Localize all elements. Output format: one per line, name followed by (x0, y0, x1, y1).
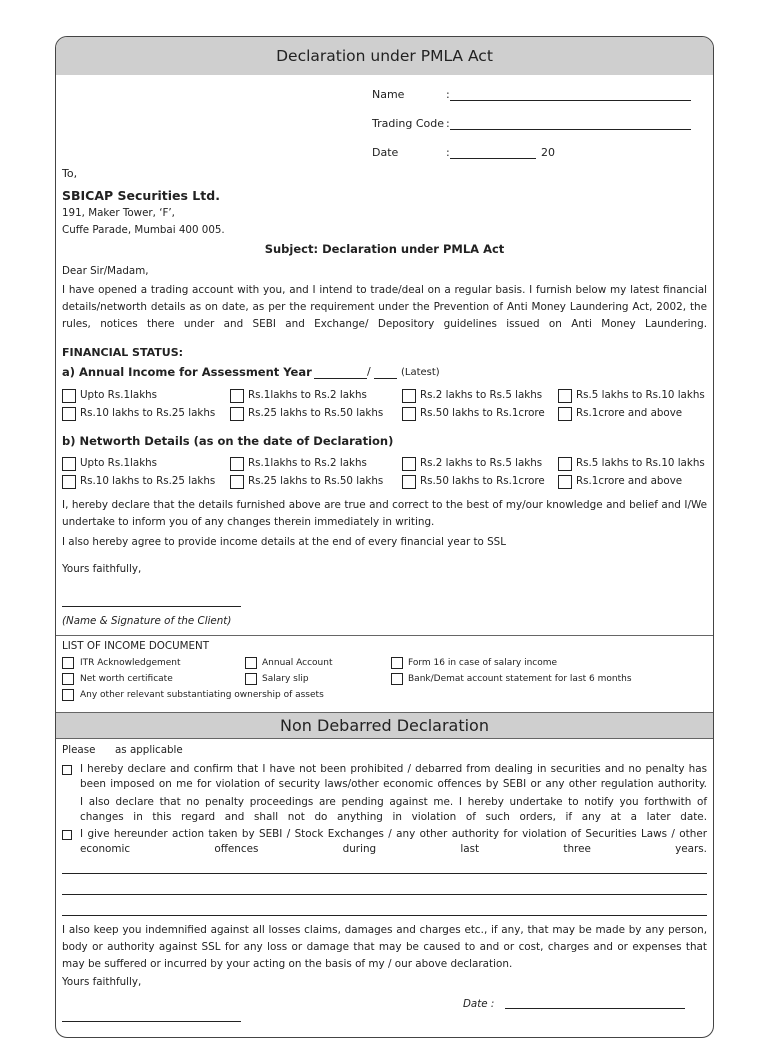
form-title: Declaration under PMLA Act (56, 37, 713, 75)
indemnity-paragraph: I also keep you indemnified against all losses claims, damages and charges etc., if any, that may be made by any person, body or authority against SSL for any loss or damage that may be caused to and or cost, charges and or expenses that may be suffered or incurred by your acting on the basis of my / our above declaration. (62, 924, 707, 970)
doc-networth-cert: Net worth certificate (80, 674, 173, 684)
salutation: Dear Sir/Madam, (62, 265, 149, 277)
networth-option-3: Rs.2 lakhs to Rs.5 lakhs (420, 457, 543, 469)
name-label: Name (372, 88, 405, 101)
trading-code-label: Trading Code (372, 117, 445, 130)
networth-option-7: Rs.50 lakhs to Rs.1crore (420, 475, 545, 487)
yours-faithfully-1: Yours faithfully, (62, 563, 142, 575)
annual-income-heading: a) Annual Income for Assessment Year (62, 365, 312, 379)
please-label: Please (62, 744, 96, 756)
no-debar-statement: I hereby declare and confirm that I have not been prohibited / debarred from dealing in securities and no penalty has been imposed on me for violation of security laws/other economic offences by SEBI or any other regulation authority. (80, 763, 707, 790)
doc-checkbox-2[interactable] (245, 657, 257, 669)
signature-line-2[interactable] (62, 1021, 241, 1022)
signature-line-1[interactable] (62, 606, 241, 607)
name-field[interactable] (450, 100, 691, 101)
doc-salary-slip: Salary slip (262, 674, 309, 684)
doc-form16: Form 16 in case of salary income (408, 658, 558, 668)
networth-checkbox-8[interactable] (558, 475, 572, 489)
action-taken-checkbox[interactable] (62, 830, 72, 840)
income-option-6: Rs.25 lakhs to Rs.50 lakhs (248, 407, 384, 419)
doc-bank-statement: Bank/Demat account statement for last 6 months (408, 674, 632, 684)
income-checkbox-7[interactable] (402, 407, 416, 421)
assessment-year-from[interactable] (314, 378, 367, 379)
networth-option-5: Rs.10 lakhs to Rs.25 lakhs (80, 475, 216, 487)
assessment-year-to[interactable] (374, 378, 397, 379)
to-label: To, (62, 167, 78, 180)
income-checkbox-6[interactable] (230, 407, 244, 421)
latest-note: (Latest) (401, 367, 440, 378)
name-colon: : (446, 88, 450, 101)
income-option-4: Rs.5 lakhs to Rs.10 lakhs (576, 389, 705, 401)
doc-itr: ITR Acknowledgement (80, 658, 181, 668)
doc-checkbox-5[interactable] (245, 673, 257, 685)
networth-checkbox-6[interactable] (230, 475, 244, 489)
doc-checkbox-7[interactable] (62, 689, 74, 701)
networth-checkbox-2[interactable] (230, 457, 244, 471)
action-taken-statement: I give hereunder action taken by SEBI / Stock Exchanges / any other authority for violation of Securities Laws / other economic offences during last three years. (80, 828, 707, 855)
income-checkbox-8[interactable] (558, 407, 572, 421)
income-option-8: Rs.1crore and above (576, 407, 683, 419)
address-line-1: 191, Maker Tower, ‘F’, (62, 207, 175, 219)
date-field-2[interactable] (505, 1008, 685, 1009)
networth-option-6: Rs.25 lakhs to Rs.50 lakhs (248, 475, 384, 487)
networth-checkbox-5[interactable] (62, 475, 76, 489)
year-slash: / (367, 365, 371, 378)
action-details-line-3[interactable] (62, 915, 707, 916)
trading-code-colon: : (446, 117, 450, 130)
income-option-7: Rs.50 lakhs to Rs.1crore (420, 407, 545, 419)
form-frame (55, 36, 714, 1038)
non-debarred-title: Non Debarred Declaration (56, 712, 713, 739)
date-field[interactable] (450, 158, 536, 159)
income-docs-heading: LIST OF INCOME DOCUMENT (62, 640, 210, 652)
doc-annual-account: Annual Account (262, 658, 333, 668)
date-colon: : (446, 146, 450, 159)
section-divider (56, 635, 713, 636)
company-name: SBICAP Securities Ltd. (62, 188, 220, 203)
doc-checkbox-1[interactable] (62, 657, 74, 669)
doc-checkbox-3[interactable] (391, 657, 403, 669)
income-checkbox-4[interactable] (558, 389, 572, 403)
no-penalty-statement: I also declare that no penalty proceedings are pending against me. I hereby undertake to notify you forthwith of changes in this regard and shall not do anything in violation of such orders, if any at a later date. (80, 796, 707, 823)
action-details-line-1[interactable] (62, 873, 707, 874)
income-option-1: Upto Rs.1lakhs (80, 389, 158, 401)
action-details-line-2[interactable] (62, 894, 707, 895)
networth-option-4: Rs.5 lakhs to Rs.10 lakhs (576, 457, 705, 469)
date-year-suffix: 20 (541, 146, 555, 159)
income-option-2: Rs.1lakhs to Rs.2 lakhs (248, 389, 367, 401)
networth-option-2: Rs.1lakhs to Rs.2 lakhs (248, 457, 367, 469)
networth-checkbox-7[interactable] (402, 475, 416, 489)
date-label: Date (372, 146, 399, 159)
signature-caption: (Name & Signature of the Client) (62, 615, 232, 627)
networth-checkbox-4[interactable] (558, 457, 572, 471)
networth-checkbox-3[interactable] (402, 457, 416, 471)
financial-status-heading: FINANCIAL STATUS: (62, 346, 184, 359)
networth-heading: b) Networth Details (as on the date of Declaration) (62, 434, 394, 448)
networth-checkbox-1[interactable] (62, 457, 76, 471)
doc-checkbox-6[interactable] (391, 673, 403, 685)
doc-checkbox-4[interactable] (62, 673, 74, 685)
address-line-2: Cuffe Parade, Mumbai 400 005. (62, 224, 225, 236)
declaration-paragraph: I, hereby declare that the details furnished above are true and correct to the best of my/our knowledge and belief and I/We undertake to inform you of any changes therein immediately in writing. (62, 499, 707, 528)
income-checkbox-3[interactable] (402, 389, 416, 403)
income-checkbox-1[interactable] (62, 389, 76, 403)
no-debar-checkbox[interactable] (62, 765, 72, 775)
income-option-5: Rs.10 lakhs to Rs.25 lakhs (80, 407, 216, 419)
networth-option-8: Rs.1crore and above (576, 475, 683, 487)
income-checkbox-5[interactable] (62, 407, 76, 421)
intro-paragraph: I have opened a trading account with you, and I intend to trade/deal on a regular basis. I furnish below my latest financial details/networth details as on date, as per the requirement under the Prevention of Anti Money Laundering Act, 2002, the rules, notices there under and SEBI and Exchange/ Depository guidelines issued on Anti Money Laundering. (62, 284, 707, 330)
date-label-2: Date : (463, 998, 495, 1010)
agreement-line: I also hereby agree to provide income details at the end of every financial year to SSL (62, 536, 506, 548)
income-checkbox-2[interactable] (230, 389, 244, 403)
doc-other: Any other relevant substantiating ownership of assets (80, 690, 324, 700)
trading-code-field[interactable] (450, 129, 691, 130)
networth-option-1: Upto Rs.1lakhs (80, 457, 158, 469)
subject-line: Subject: Declaration under PMLA Act (264, 242, 505, 256)
yours-faithfully-2: Yours faithfully, (62, 976, 142, 988)
as-applicable-label: as applicable (115, 744, 183, 756)
income-option-3: Rs.2 lakhs to Rs.5 lakhs (420, 389, 543, 401)
